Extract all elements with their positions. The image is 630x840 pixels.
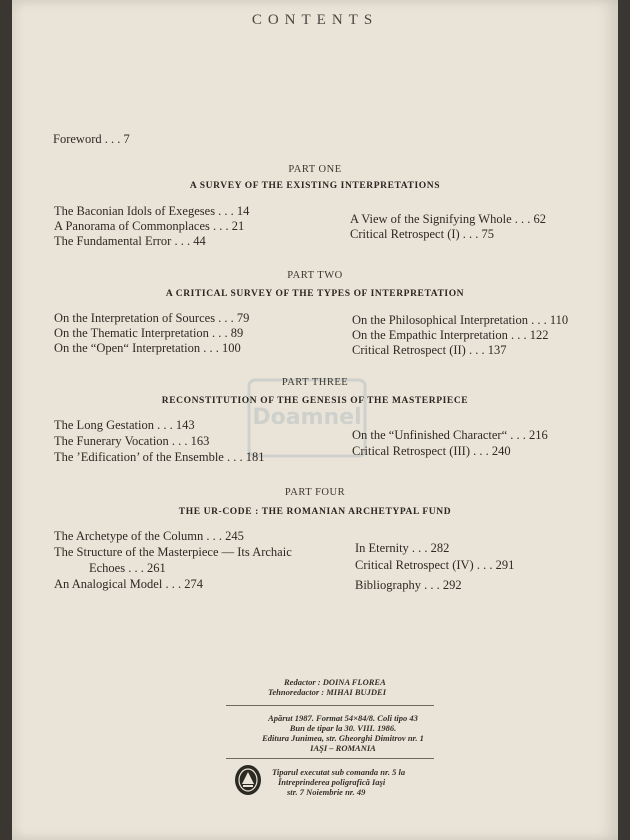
divider	[226, 705, 434, 706]
toc-entry: The Structure of the Masterpiece — Its Archaic	[54, 545, 292, 559]
watermark-logo	[247, 378, 367, 458]
watermark-text: Doamnel	[252, 405, 362, 430]
toc-entry: On the “Open“ Interpretation . . . 100	[54, 341, 241, 355]
part-two-title: A CRITICAL SURVEY OF THE TYPES OF INTERPRETATION	[165, 289, 465, 299]
toc-entry: The ’Edification’ of the Ensemble . . . 181	[54, 450, 265, 464]
toc-entry: The Archetype of the Column . . . 245	[54, 529, 244, 543]
toc-entry: On the Interpretation of Sources . . . 79	[54, 311, 250, 325]
toc-entry: Critical Retrospect (III) . . . 240	[352, 444, 511, 458]
part-three-title: RECONSTITUTION OF THE GENESIS OF THE MASTERPIECE	[161, 396, 469, 406]
divider	[226, 758, 434, 759]
part-four-label: PART FOUR	[284, 487, 346, 498]
toc-entry: A View of the Signifying Whole . . . 62	[350, 212, 546, 226]
toc-entry: The Funerary Vocation . . . 163	[54, 434, 210, 448]
part-two-label: PART TWO	[287, 270, 343, 281]
part-four-title: THE UR-CODE : THE ROMANIAN ARCHETYPAL FUND	[178, 507, 452, 517]
toc-entry: Bibliography . . . 292	[355, 578, 462, 592]
toc-entry: On the Empathic Interpretation . . . 122	[352, 328, 549, 342]
foreword-entry: Foreword . . . 7	[53, 132, 130, 146]
printer-line: str. 7 Noiembrie nr. 49	[287, 787, 366, 797]
toc-entry: A Panorama of Commonplaces . . . 21	[54, 219, 245, 233]
colophon-line: Editura Junimea, str. Gheorghi Dimitrov nr. 1	[262, 733, 424, 743]
toc-entry: Echoes . . . 261	[89, 561, 166, 575]
toc-entry: On the Thematic Interpretation . . . 89	[54, 326, 244, 340]
printer-logo-icon	[234, 764, 262, 796]
book-page	[12, 0, 618, 840]
technical-editor-credit: Tehnoredactor : MIHAI BUJDEI	[268, 687, 386, 697]
toc-entry: The Long Gestation . . . 143	[54, 418, 195, 432]
toc-entry: The Baconian Idols of Exegeses . . . 14	[54, 204, 250, 218]
printer-line: Întreprinderea poligrafică Iaşi	[278, 777, 386, 787]
toc-entry: Critical Retrospect (IV) . . . 291	[355, 558, 515, 572]
editor-credit: Redactor : DOINA FLOREA	[284, 677, 386, 687]
toc-entry: On the “Unfinished Character“ . . . 216	[352, 428, 548, 442]
toc-entry: On the Philosophical Interpretation . . . 110	[352, 313, 569, 327]
part-one-label: PART ONE	[288, 164, 342, 175]
toc-entry: Critical Retrospect (I) . . . 75	[350, 227, 495, 241]
toc-entry: The Fundamental Error . . . 44	[54, 234, 206, 248]
colophon-line: Bun de tipar la 30. VIII. 1986.	[289, 723, 397, 733]
toc-entry: An Analogical Model . . . 274	[54, 577, 203, 591]
toc-entry: Critical Retrospect (II) . . . 137	[352, 343, 507, 357]
page-title: CONTENTS	[251, 12, 379, 28]
colophon-line: IAŞI – ROMANIA	[310, 743, 376, 753]
colophon-line: Apărut 1987. Format 54×84/8. Coli tipo 43	[268, 713, 418, 723]
printer-line: Tiparul executat sub comanda nr. 5 la	[272, 767, 406, 777]
part-one-title: A SURVEY OF THE EXISTING INTERPRETATIONS	[189, 181, 441, 191]
part-three-label: PART THREE	[281, 377, 349, 388]
toc-entry: In Eternity . . . 282	[355, 541, 450, 555]
